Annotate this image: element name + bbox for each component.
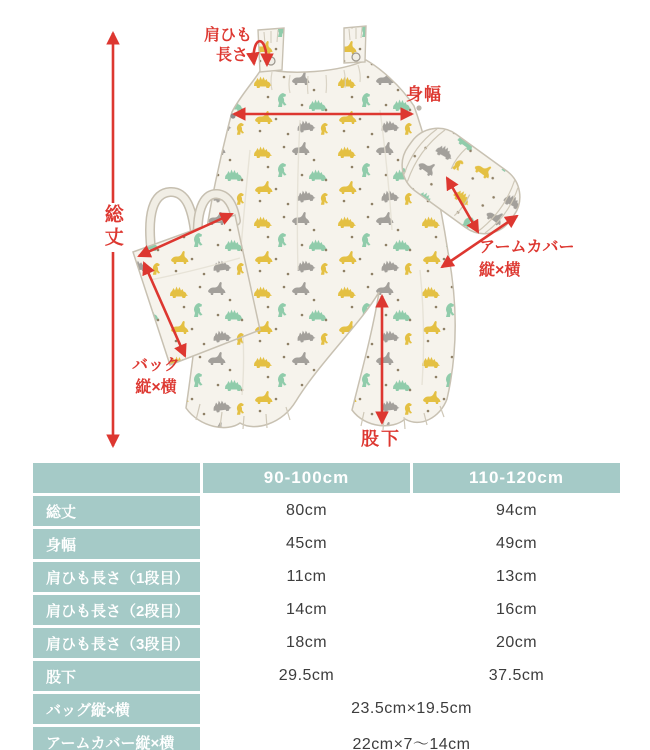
table-row-arm-cover [32,726,622,750]
row-value: 49cm [412,528,622,561]
row-label: 肩ひも長さ（1段目） [32,561,202,594]
row-value: 18cm [202,627,412,660]
table-row-total-length [32,495,622,528]
row-value: 94cm [412,495,622,528]
row-label: 身幅 [32,528,202,561]
table-row-strap-3 [32,627,622,660]
body-width-label: 身幅 [406,85,442,104]
row-label: 股下 [32,660,202,693]
row-label: バッグ縦×横 [32,693,202,726]
row-value-span: 22cm×7～14cm [202,726,622,750]
row-label: 肩ひも長さ（2段目） [32,594,202,627]
row-value: 16cm [412,594,622,627]
table-row-strap-1 [32,561,622,594]
row-label: 肩ひも長さ（3段目） [32,627,202,660]
row-value: 37.5cm [412,660,622,693]
size-column-90-100: 90-100cm [202,462,412,495]
row-value: 11cm [202,561,412,594]
row-label: 総丈 [32,495,202,528]
size-table-header-row [32,462,622,495]
row-value: 20cm [412,627,622,660]
inseam-label: 股下 [361,429,401,449]
row-value: 45cm [202,528,412,561]
row-value-span: 23.5cm×19.5cm [202,693,622,726]
row-value: 29.5cm [202,660,412,693]
row-label: アームカバー縦×横 [32,726,202,750]
table-row-bag [32,693,622,726]
size-column-110-120: 110-120cm [412,462,622,495]
table-row-strap-2 [32,594,622,627]
arm-cover-label: アームカバー 縦×横 [479,239,575,280]
row-value: 13cm [412,561,622,594]
bag-label: バック 縦×横 [131,357,180,397]
total-length-label: 総丈 [101,204,123,250]
table-row-body-width [32,528,622,561]
table-row-inseam [32,660,622,693]
row-value: 80cm [202,495,412,528]
shoulder-strap-label: 肩ひも 長さ [203,27,252,64]
size-table-corner-cell [32,462,202,495]
row-value: 14cm [202,594,412,627]
size-table [30,460,623,750]
